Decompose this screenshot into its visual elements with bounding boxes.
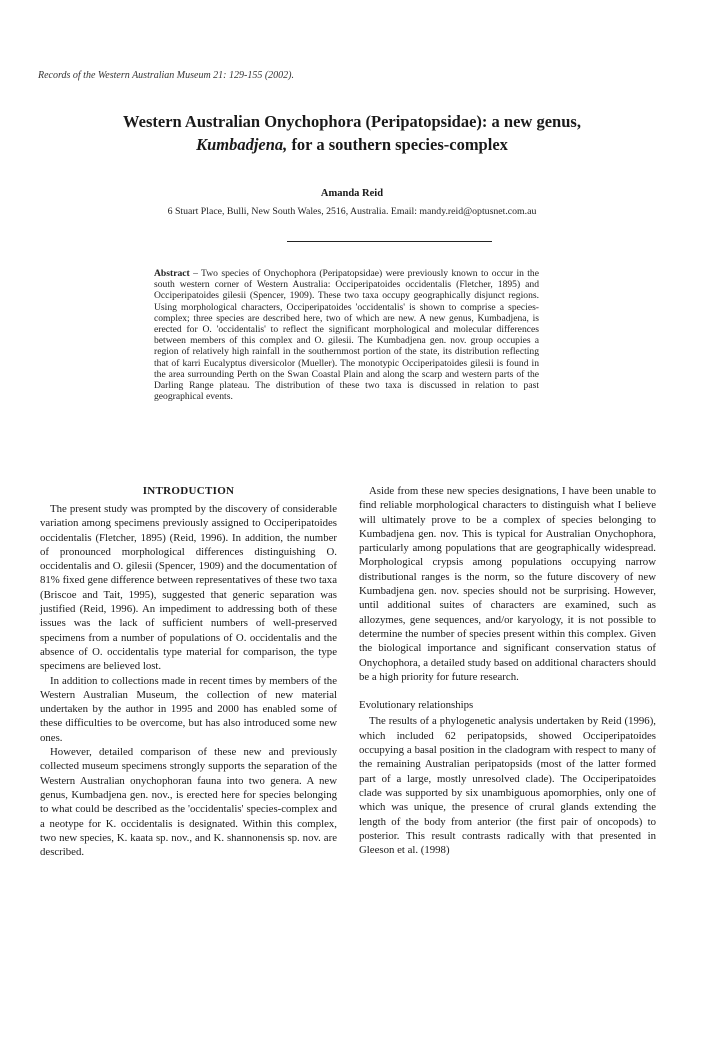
running-head: Records of the Western Australian Museum 21: 129-155 (2002). [38, 70, 294, 81]
left-column [40, 484, 337, 859]
divider-rule [287, 241, 492, 242]
subheading-evolutionary-relationships: Evolutionary relationships [359, 699, 474, 712]
abstract-label: Abstract [154, 268, 190, 279]
section-heading-introduction: INTRODUCTION [142, 485, 235, 497]
paragraph: The present study was prompted by the discovery of considerable variation among specimens previously assigned to Occiperipatoides occidentalis (Fletcher, 1895) (Reid, 1996). In addition, the number of pronounced morphological differences distinguishing O. occidentalis and O. gilesii (Spencer, 1909) and the documentation of 81% fixed gene difference between representatives of these two taxa (Briscoe and Tait, 1995), suggested that generic separation was justified (Reid, 1996). An impediment to addressing both of these issues was the lack of sufficient numbers of well-preserved specimens from a number of populations of O. occidentalis and the absence of O. occidentalis type material for comparison, the type specimens are believed lost. [40, 503, 337, 673]
genus-name: Kumbadjena, [196, 135, 288, 154]
author-name: Amanda Reid [320, 188, 384, 199]
paragraph: However, detailed comparison of these new and previously collected museum specimens strongly supports the separation of the Western Australian onychophoran fauna into two genera. A new genus, Kumbadjena gen. nov., is erected here for species belonging to what could be described as the 'occidentalis' species-complex and a neotype for K. occidentalis is designated. Within this complex, two new species, K. kaata sp. nov., and K. shannonensis sp. nov. are described. [40, 746, 337, 859]
abstract-text: – Two species of Onychophora (Peripatopsidae) were previously known to occur in the south western corner of Western Australia: Occiperipatoides occidentalis (Fletcher, 1895) and Occiperipatoides gilesii (Spencer, 1909). These two taxa occupy geographically disjunct regions. Using morphological characters, Occiperipatoides 'occidentalis' is shown to comprise a species-complex; three species are described here, two of which are new. A new genus, Kumbadjena, is erected for O. 'occidentalis' to reflect the significant morphological and molecular differences between members of this complex and O. gilesii. The Kumbadjena gen. nov. group occupies a region of relatively high rainfall in the southernmost portion of the state, its distribution reflecting that of karri Eucalyptus diversicolor (Mueller). The monotypic Occiperipatoides gilesii is found in the area surrounding Perth on the Swan Coastal Plain and along the scarp and western parts of the Darling Range plateau. The distribution of these two taxa is discussed in relation to past geographical events. [154, 268, 539, 403]
paragraph: The results of a phylogenetic analysis undertaken by Reid (1996), which included 62 peripatopsids, showed Occiperipatoides occupying a basal position in the cladogram with respect to many of the remaining Australian peripatopsids (most of the latter formed part of a large, mostly unresolved clade). The Occiperipatoides clade was supported by six unambiguous apomorphies, only one of which was unique, the presence of crural glands extending the length of the body from anterior (the first pair of oncopods) to posterior. This result contrasts radically with that presented in Gleeson et al. (1998) [359, 715, 656, 857]
title-line-1: Western Australian Onychophora (Peripatopsidae): a new genus, [123, 112, 581, 131]
right-column [359, 484, 656, 857]
abstract [154, 268, 539, 402]
paper-title [40, 110, 664, 156]
paragraph: In addition to collections made in recent times by members of the Western Australian Museum, the collection of new material undertaken by the author in 1995 and 2000 has enabled some of these difficulties to be overcome, but has also introduced some new ones. [40, 674, 337, 744]
title-line-2-rest: for a southern species-complex [287, 135, 508, 154]
title-line-2 [40, 133, 664, 156]
author-affiliation: 6 Stuart Place, Bulli, New South Wales, 2516, Australia. Email: mandy.reid@optusnet.com.au [167, 206, 537, 217]
paragraph: Aside from these new species designations, I have been unable to find reliable morphological characters to distinguish what I believe will ultimately prove to be a complex of species belonging to Kumbadjena gen. nov. This is typical for Australian Onychophora, particularly among populations that are geographically widespread. Morphological crypsis among populations occupying narrow distributional ranges is the norm, so the future discovery of new Kumbadjena gen. nov. species should not be surprising. However, until additional suites of characters are examined, such as allozymes, gene sequences, and/or karyology, it is not possible to determine the number of species present within this complex. Given the biological importance and significant conservation status of Onychophora, a detailed study based on additional characters should be a high priority for future research. [359, 485, 656, 683]
